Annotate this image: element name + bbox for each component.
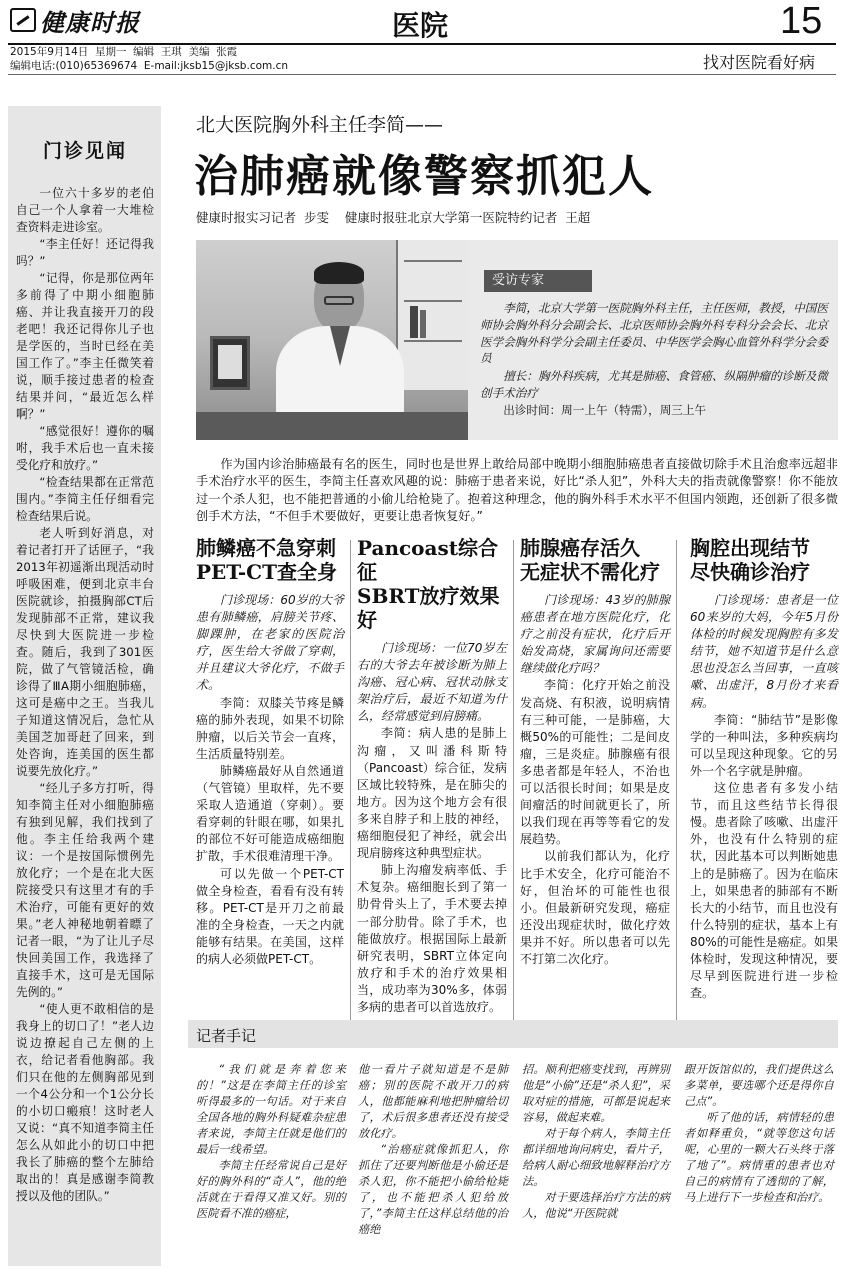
- sidebar-text: [16, 185, 154, 1205]
- slogan: 找对医院看好病: [703, 53, 816, 72]
- sidebar-title: 门诊见闻: [42, 140, 127, 162]
- sidebar-paragraph: “检查结果都在正常范围内。”李简主任仔细看完检查结果后说。: [16, 475, 154, 523]
- column-4-heading: 胸腔出现结节 尽快确诊治疗: [690, 536, 810, 584]
- masthead: [0, 0, 844, 72]
- doctor-head: [314, 266, 364, 332]
- column-2-heading: Pancoast综合征 SBRT放疗效果好: [357, 536, 500, 632]
- article-lead: 作为国内诊治肺癌最有名的医生，同时也是世界上敢给局部中晚期小细胞肺癌患者直接做切除手术且治愈率远超非手术治疗水平的医生，李简主任喜欢风趣的说：肺癌于患者来说，好比“杀人犯”，外科大夫的指责就像警察！你不能放过一个杀人犯，也不能把普通的小偷儿给枪毙了。抱着这种理念，他的胸外科手术水平不但国内领跑，还创新了很多微创手术方法，“不但手术要做好，更要让患者恢复好。”: [196, 457, 838, 524]
- column-2: [357, 536, 507, 1016]
- column-1-body: 门诊现场：60岁的大爷患有肺鳞癌，肩膀关节疼、脚踝肿，在老家的医院治疗，医生给大爷做了穿刺，并且建议大爷化疗，不做手术。 李简：双膝关节疼是鳞癌的肺外表现，如果不切除肿瘤，以后关节会一直疼，生活质量特别差。 肺鳞癌最好从自然通道（气管镜）里取样，先不要采取人造通道（穿刺）。要看穿刺的针眼在哪，如果扎的部位不好可能造成癌细胞扩散，手术很难清理干净。 可以先做一个PET-CT做全身检查，看看有没有转移。PET-CT是开刀之前最准的全身检查，一天之内就能够有结果。在美国，这样的病人必须做PET-CT。: [196, 593, 344, 966]
- column-divider: [350, 540, 351, 1095]
- page-number: 15: [780, 0, 823, 42]
- notes-column-3: 招。顺利把癌变找到，再辨别他是“小偷”还是“杀人犯”，采取对症的措施，可都是说起来容易，做起来难。 对于每个病人，李简主任都详细地询问病史，看片子，给病人耐心细致地解释治疗方法。 对于要选择治疗方法的病人，他说“开医院就: [522, 1063, 670, 1220]
- column-4-body: 门诊现场：患者是一位60来岁的大妈，今年5月份体检的时候发现胸腔有多发结节，她不知道节是什么意思也没怎么当回事，一直咳嗽、出虚汗，8月份才来看病。 李简：“肺结节”是影像学的一种叫法，多种疾病均可以呈现这种现象。它的另外一个名字就是肿瘤。 这位患者有多发小结节，而且这些结节长得很慢。患者除了咳嗽、出虚汗外，也没有什么特别的症状，因此基本可以判断她患上的是肺癌了。因为在临床上，如果患者的肺部有不断长大的小结节，而且也没有什么特别的症状，基本上有80%的可能性是癌症。如果体检时，发现这种情况，要尽早到医院进行进一步检查。: [690, 593, 838, 1001]
- column-3-body: 门诊现场：43岁的肺腺癌患者在地方医院化疗，化疗之前没有症状，化疗后开始发高烧，家属询问还需要继续做化疗吗？ 李简：化疗开始之前没发高烧、有积液，说明病情有三种可能，一是肺癌，大概50%的可能性；二是间皮瘤，三是炎症。肺腺癌有很多患者都是年轻人，不治也可以活很长时间；如果是皮间瘤活的时间就更长了，所以我们现在再等等看它的发展趋势。 以前我们都认为，化疗比手术安全，化疗可能治不好，但治坏的可能性也很小。但最新研究发现，癌症还没出现症状时，做化疗效果并不好。所以患者可以先不打第二次化疗。: [520, 593, 670, 966]
- expert-intro: 李简，北京大学第一医院胸外科主任，主任医师，教授，中国医师协会胸外科分会副会长、北京医师协会胸外科专科分会会长、北京医学会胸外科学分会副主任委员、中华医学会胸心血管外科学分会委员: [480, 301, 828, 366]
- expert-box: [468, 240, 838, 440]
- doctor-photo: [196, 240, 468, 440]
- sidebar-paragraph: “使人更不敢相信的是我身上的切口了！”老人边说边撩起自己左侧的上衣，给记者看他胸部。我们只在他的左侧胸部见到一个4公分和一个1公分长的小切口瘢痕！这时老人又说：“真不知道李简主任怎么从如此小的切口中把我长了肺癌的整个左肺给取出的！真是感谢李简教授以及他的团队。”: [16, 1002, 154, 1203]
- desk: [196, 412, 468, 440]
- sidebar-paragraph: 老人听到好消息，对着记者打开了话匣子，“我2013年初遥渐出现活动时呼吸困难，便到北京丰台医院就诊，拍摄胸部CT后发现肺部不正常，建议我尽快到大医院进一步检查。随后，我到了301医院，做了气管镜活检，确诊得了ⅢA期小细胞肺癌，这可是癌中之王。当我儿子知道这情况后，急忙从美国芝加哥赶了回来，到处咨询，连美国的医生都说要先放化疗。”: [16, 526, 154, 778]
- notes-column-2: 他一看片子就知道是不是肺癌；别的医院不敢开刀的病人，他都能麻利地把肿瘤给切了，术后很多患者还没有接受放化疗。 “治癌症就像抓犯人，你抓住了还要判断他是小偷还是杀人犯，你不能把小偷给枪毙了，也不能把杀人犯给放了，”李简主任这样总结他的治癌绝: [358, 1063, 508, 1236]
- article-headline: 治肺癌就像警察抓犯人: [194, 151, 654, 202]
- column-divider: [513, 540, 514, 1095]
- notes-title: 记者手记: [196, 1027, 257, 1045]
- masthead-rule-top: [8, 43, 836, 45]
- bookshelf: [396, 240, 468, 390]
- sidebar-paragraph: “李主任好！还记得我吗？”: [16, 237, 154, 268]
- sidebar-paragraph: “感觉很好！遵你的嘱咐，我手术后也一直未接受化疗和放疗。”: [16, 424, 154, 472]
- column-4: [690, 536, 838, 1002]
- date-line: 2015年9月14日 星期一 编辑 王琪 美编 张霞: [10, 46, 238, 58]
- column-3-heading: 肺腺癌存活久 无症状不需化疗: [520, 536, 660, 584]
- sidebar: [8, 106, 161, 1266]
- sidebar-paragraph: “记得，你是那位两年多前得了中期小细胞肺癌、并让我直接开刀的段老吧！我还记得你儿子也是学医的，当时已经在美国工作了。”李主任微笑着说，顺手接过患者的检查结果并问，“最近怎么样啊？”: [16, 271, 154, 421]
- notes-column-4: 跟开饭馆似的，我们提供这么多菜单，要选哪个还是得你自己点”。 听了他的话，病情轻的患者如释重负，“就等您这句话呢，心里的一颗大石头终于落了地了”。病情重的患者也对自己的病情有了透彻的了解，马上进行下一步检查和治疗。: [684, 1063, 834, 1204]
- article-kicker: 北大医院胸外科主任李简——: [196, 114, 444, 136]
- masthead-logo: 健康时报: [10, 5, 140, 35]
- notes-column-1: “我们就是奔着您来的！”这是在李简主任的诊室听得最多的一句话。对于来自全国各地的胸外科疑难杂症患者来说，李简主任就是他们的最后一线希望。 李简主任经常说自己是好好的胸外科的“奇人”，他的绝活就在于看得又准又好。别的医院看不准的癌症，: [196, 1063, 346, 1220]
- sidebar-paragraph: 一位六十多岁的老伯自己一个人拿着一大堆检查资料走进诊室。: [16, 186, 154, 234]
- notes-title-bar: [188, 1020, 838, 1048]
- column-2-body: 门诊现场：一位70岁左右的大爷去年被诊断为肺上沟癌、冠心病、冠状动脉支架治疗后，最近不知道为什么，经常感觉到肩膀痛。 李简：病人患的是肺上沟瘤，又叫潘科斯特（Pancoast）综合征，发病区域比较特殊，是在肺尖的地方。因为这个地方会有很多来自脖子和上肢的神经，癌细胞侵犯了神经，就会出现肩膀疼这种典型症状。 肺上沟瘤发病率低、手术复杂。癌细胞长到了第一肋骨骨头上了，手术要去掉一部分肋骨。除了手术，也能做放疗。根据国际上最新研究表明，SBRT立体定向放疗和手术的治疗效果相当，成功率为30%多，体弱多病的患者可以首选放疗。: [357, 641, 507, 1014]
- article-byline: 健康时报实习记者 步雯 健康时报驻北京大学第一医院特约记者 王超: [196, 210, 591, 225]
- column-3: [520, 536, 670, 968]
- column-1: [196, 536, 344, 968]
- column-divider: [676, 540, 677, 1095]
- reporter-notes: [188, 1020, 838, 1266]
- sidebar-paragraph: “经儿子多方打听，得知李简主任对小细胞肺癌有独到见解，我们找到了他。李主任给我两个建议：一个是按国际惯例先放化疗；一个是在北大医院接受只有这里才有的手术治疗，可能有更好的效果。”老人神秘地朝着瞟了记者一眼，“为了让儿子尽快回美国工作，我选择了直接手术，这可是无国际先例的。”: [16, 781, 154, 999]
- expert-clinic-hours: 出诊时间：周一上午（特需），周三上午: [503, 403, 707, 417]
- expert-label: 受访专家: [484, 270, 592, 292]
- logo-mark-icon: [10, 8, 36, 32]
- column-1-heading: 肺鳞癌不急穿刺 PET-CT查全身: [196, 536, 337, 584]
- section-name: 医院: [392, 9, 449, 42]
- expert-specialty: 擅长：胸外科疾病，尤其是肺癌、食管癌、纵隔肿瘤的诊断及微创手术治疗: [480, 369, 828, 400]
- masthead-rule-bottom: [8, 74, 836, 75]
- certificate-frame: [210, 336, 250, 390]
- contact-line: 编辑电话:(010)65369674 E-mail:jksb15@jksb.com.cn: [10, 60, 289, 72]
